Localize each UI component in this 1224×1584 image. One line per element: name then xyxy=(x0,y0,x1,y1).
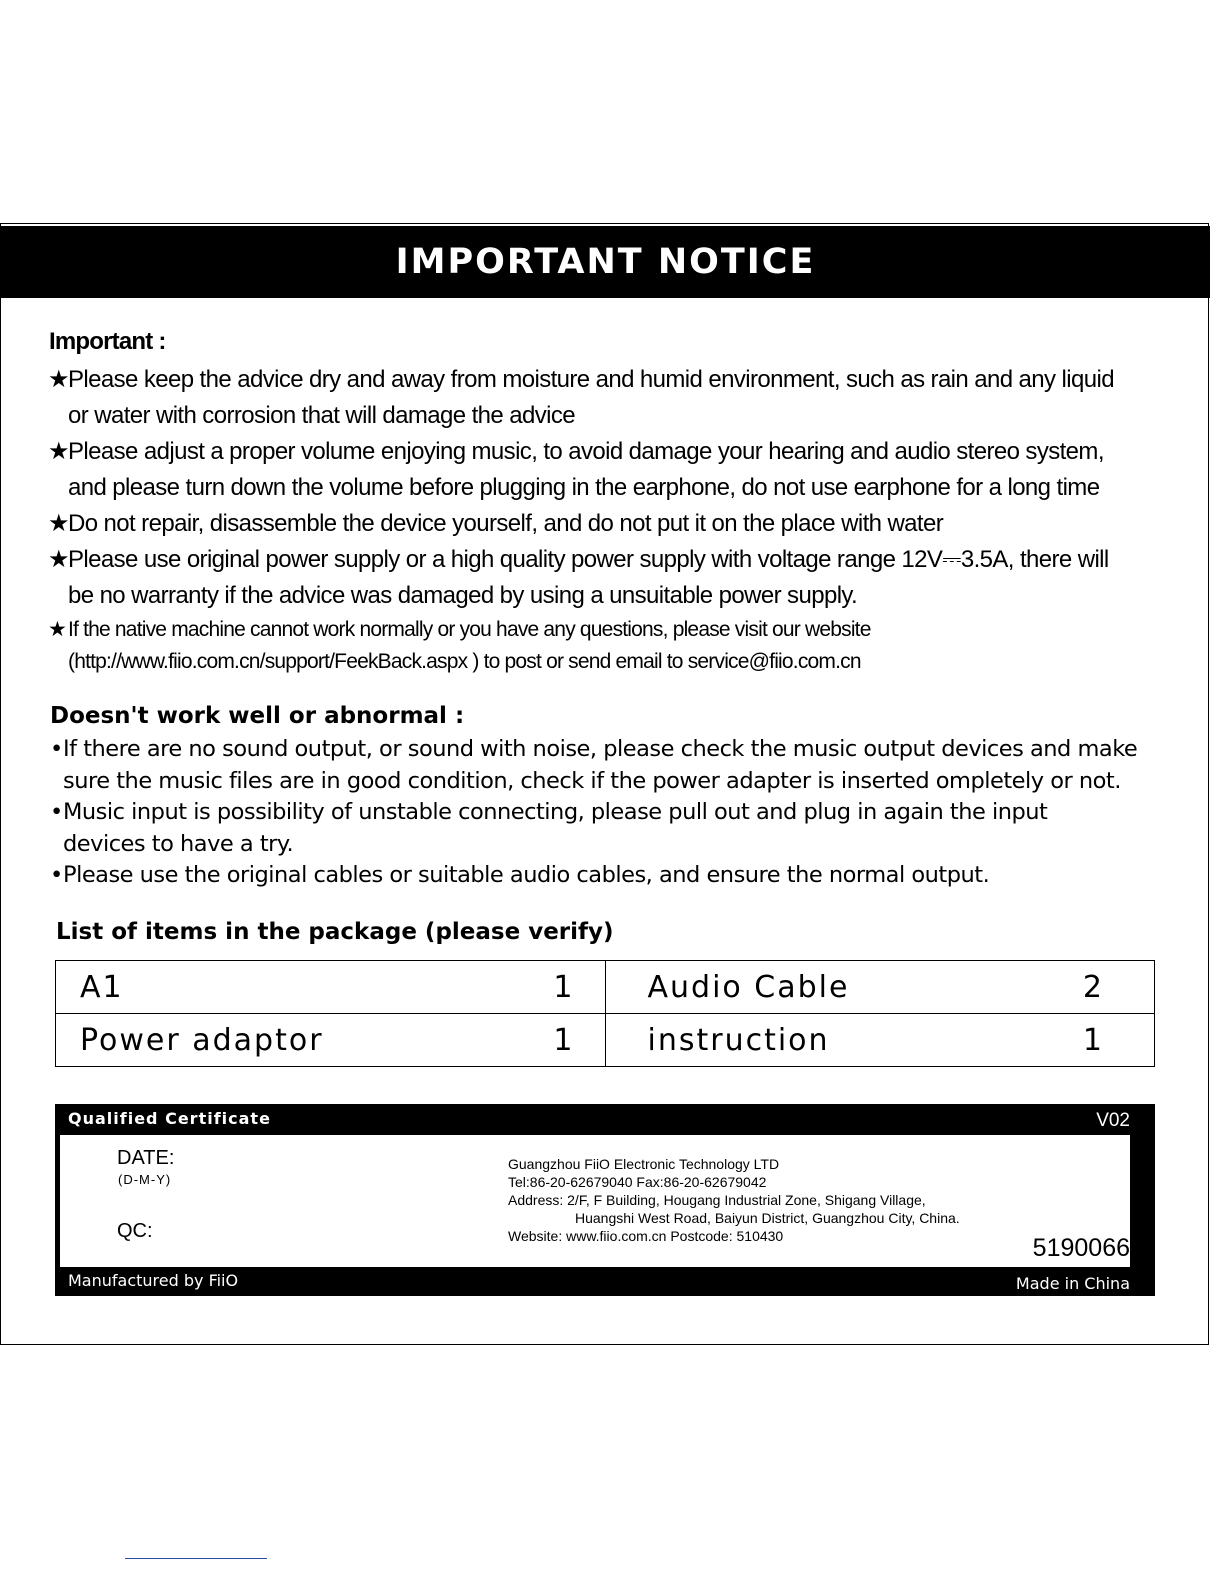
star-bullet-icon: ★ xyxy=(48,618,67,641)
item-name: A1 xyxy=(80,969,124,1005)
item-qty: 1 xyxy=(1082,1022,1104,1058)
page-underline xyxy=(125,1558,267,1559)
date-label: DATE: xyxy=(117,1147,175,1169)
certificate-body xyxy=(60,1135,1130,1267)
company-address: Address: 2/F, F Building, Hougang Industrial Zone, Shigang Village, xyxy=(508,1192,926,1208)
list-item: ★ Please use original power supply or a high quality power supply with voltage range 12V⎓3.5A, there will be no warranty if the advice was damaged by using a unsuitable power supply. xyxy=(48,542,1178,614)
table-row xyxy=(56,961,1155,1014)
list-item: • Please use the original cables or suitable audio cables, and ensure the normal output. xyxy=(50,860,1180,892)
star-bullet-icon: ★ xyxy=(48,510,69,537)
dot-bullet-icon: • xyxy=(50,799,63,825)
list-item: ★ Please adjust a proper volume enjoying music, to avoid damage your hearing and audio stereo system, and please turn down the volume before plugging in the earphone, do not use earphone for a long time xyxy=(48,434,1178,506)
table-row xyxy=(56,1014,1155,1067)
item-name: Power adaptor xyxy=(80,1022,324,1058)
important-heading: Important : xyxy=(49,328,166,355)
item-qty: 1 xyxy=(553,1022,575,1058)
dot-bullet-icon: • xyxy=(50,736,63,762)
table-cell xyxy=(605,961,1155,1014)
list-item: • Music input is possibility of unstable connecting, please pull out and plug in again the input devices to have a try. xyxy=(50,799,1048,857)
date-format: (D-M-Y) xyxy=(118,1172,172,1187)
qualified-certificate xyxy=(55,1104,1155,1296)
company-address-cont: Huangshi West Road, Baiyun District, Guangzhou City, China. xyxy=(575,1210,960,1226)
troubleshoot-list xyxy=(50,734,1180,892)
table-cell xyxy=(56,1014,606,1067)
star-bullet-icon: ★ xyxy=(48,546,69,573)
made-in: Made in China xyxy=(1015,1274,1130,1293)
list-item: ★ Do not repair, disassemble the device yourself, and do not put it on the place with water xyxy=(48,506,1178,542)
company-website: Website: www.fiio.com.cn Postcode: 510430 xyxy=(508,1228,784,1244)
dot-bullet-icon: • xyxy=(50,862,63,888)
star-bullet-icon: ★ xyxy=(48,366,69,393)
list-item: ★ If the native machine cannot work normally or you have any questions, please visit our website (http://www.fiio.com.cn/support/FeekBack.aspx ) to post or send email to service@fiio.com.cn xyxy=(48,614,1178,678)
notice-banner xyxy=(1,226,1210,298)
package-table xyxy=(55,960,1155,1067)
item-name: Audio Cable xyxy=(647,969,850,1005)
certificate-version: V02 xyxy=(1096,1110,1130,1131)
troubleshoot-heading: Doesn't work well or abnormal : xyxy=(50,703,465,729)
table-cell xyxy=(56,961,606,1014)
item-name: instruction xyxy=(647,1022,830,1058)
qc-label: QC: xyxy=(117,1220,153,1242)
certificate-title: Qualified Certificate xyxy=(68,1109,271,1128)
package-heading: List of items in the package (please verify) xyxy=(56,919,614,945)
notice-title: IMPORTANT NOTICE xyxy=(395,242,816,282)
company-info xyxy=(508,1155,960,1245)
item-qty: 1 xyxy=(553,969,575,1005)
item-qty: 2 xyxy=(1082,969,1104,1005)
important-list xyxy=(48,362,1178,678)
serial-number: 5190066 xyxy=(1032,1234,1130,1262)
table-cell xyxy=(605,1014,1155,1067)
manufactured-by: Manufactured by FiiO xyxy=(68,1271,239,1290)
company-name: Guangzhou FiiO Electronic Technology LTD xyxy=(508,1156,780,1172)
list-item: • If there are no sound output, or sound with noise, please check the music output devices and make sure the music files are in good condition, check if the power adapter is inserted ompletely or not. xyxy=(50,736,1138,794)
star-bullet-icon: ★ xyxy=(48,438,69,465)
company-tel: Tel:86-20-62679040 Fax:86-20-62679042 xyxy=(508,1174,767,1190)
list-item: ★ Please keep the advice dry and away from moisture and humid environment, such as rain and any liquid or water with corrosion that will damage the advice xyxy=(48,362,1178,434)
